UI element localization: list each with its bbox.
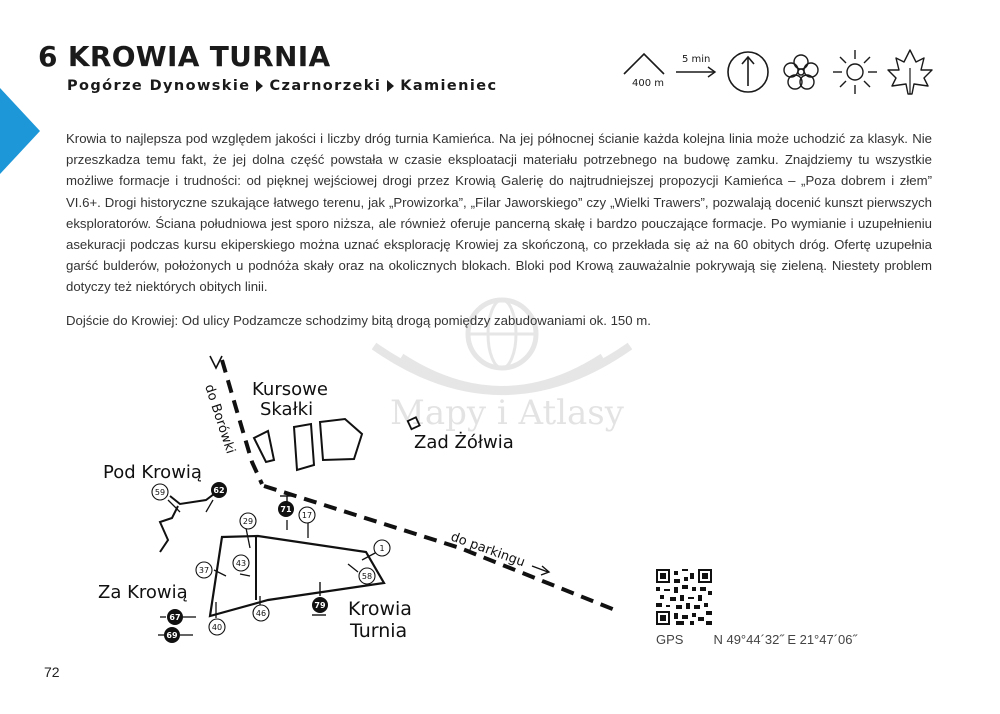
info-icons <box>618 44 938 102</box>
breadcrumb-crag: Kamieniec <box>400 78 498 94</box>
description-text: Krowia to najlepsza pod względem jakości i liczby dróg turnia Kamieńca. Na jej północnej ścianie każda kolejna linia może uchodzić za klasyk. Nie przeszkadza temu fakt, że jej dolna część powstała w czasie eksploatacji materiału potrzebnego na budowę zamku. Znajdziemy tu wszystkie możliwe formacje i trudności: od pięknej wejściowej drogi przez Krowią Galerię do najtrudniejszej propozycji Kamieńca – „Poza dobrem i złem” VI.6+. Drogi historyczne szukające łatwego terenu, jak „Prowizorka”, „Filar Jaworskiego” czy „Wielki Trawers”, pozwalają docenić kunszt pierwszych eksploratorów. Ściana południowa jest sporo niższa, ale również oferuje pancerną skałę i bardzo pouczające formacje. Po wymianie i uzupełnieniu asekuracji podczas kursu ekiperskiego można uznać eksplorację Krowiej za skończoną, co przekłada się aż na 60 obitych dróg. Ofertę uzupełnia garść bulderów, położonych u podnóża skały oraz na okolicznych blokach. Bloki pod Krową zauważalnie pokrywają się zieleną. Niestety problem dotyczy też niektórych obitych linii. <box>66 131 932 295</box>
access-text: Dojście do Krowiej: Od ulicy Podzamcze schodzimy bitą drogą pomiędzy zabudowaniami ok. 150 m. <box>66 313 651 328</box>
page-number: 72 <box>44 664 60 680</box>
label-zad-zolwia: Zad Żółwia <box>414 432 514 453</box>
breadcrumb-separator-icon <box>256 80 263 92</box>
breadcrumb-area: Czarnorzeki <box>269 78 382 94</box>
label-pod-krowia: Pod Krowią <box>103 462 202 483</box>
route-marker-62: 62 <box>213 486 225 495</box>
route-marker-40: 40 <box>211 623 223 632</box>
route-marker-46: 46 <box>255 609 267 618</box>
gps-label: GPS <box>656 632 684 647</box>
rock-kursowe-3 <box>320 419 362 460</box>
label-to-parking: do parkingu <box>448 529 527 571</box>
autumn-leaf-icon <box>888 50 932 94</box>
qr-code[interactable] <box>656 569 712 625</box>
watermark-text: Mapy i Atlasy <box>390 393 624 433</box>
summer-sun-icon <box>833 50 877 94</box>
rock-kursowe-1 <box>254 431 274 462</box>
route-marker-1: 1 <box>379 544 385 553</box>
label-za-krowia: Za Krowią <box>98 582 188 603</box>
route-marker-43: 43 <box>235 559 247 568</box>
breadcrumb-region: Pogórze Dynowskie <box>67 78 251 94</box>
height-label: 400 m <box>632 78 665 89</box>
label-krowia-line1: Krowia <box>348 598 412 620</box>
route-marker-79: 79 <box>314 601 326 610</box>
spring-flower-icon <box>784 55 818 89</box>
arrow-up-icon <box>210 356 222 368</box>
approach-time-label: 5 min <box>682 54 711 65</box>
chapter-tab-marker <box>0 88 40 174</box>
route-marker-69: 69 <box>166 631 178 640</box>
page-title: 6 KROWIA TURNIA <box>38 40 331 73</box>
mountain-height-icon <box>624 54 664 89</box>
breadcrumb-separator-icon <box>387 80 394 92</box>
north-arrow-icon <box>728 52 768 92</box>
route-marker-58: 58 <box>361 572 373 581</box>
route-marker-29: 29 <box>242 517 254 526</box>
route-marker-59: 59 <box>154 488 166 497</box>
crag-map <box>0 340 1000 660</box>
route-marker-37: 37 <box>198 566 210 575</box>
label-kursowe-line2: Skałki <box>260 399 314 420</box>
rock-pod-krowia-top <box>170 494 214 504</box>
gps-coords: N 49°44´32˝ E 21°47´06˝ <box>713 632 857 647</box>
label-kursowe-line1: Kursowe <box>252 379 328 400</box>
rock-kursowe-2 <box>294 424 314 470</box>
gps-coordinates <box>656 632 857 647</box>
breadcrumb <box>67 78 497 94</box>
approach-arrow-icon <box>676 54 715 77</box>
route-marker-17: 17 <box>301 511 313 520</box>
route-marker-71: 71 <box>280 505 292 514</box>
label-to-borowki: do Borówki <box>201 382 238 456</box>
label-krowia-line2: Turnia <box>350 620 408 642</box>
rock-zad-zolwia <box>408 417 420 429</box>
rock-pod-krowia-side <box>160 506 178 552</box>
route-marker-67: 67 <box>169 613 181 622</box>
